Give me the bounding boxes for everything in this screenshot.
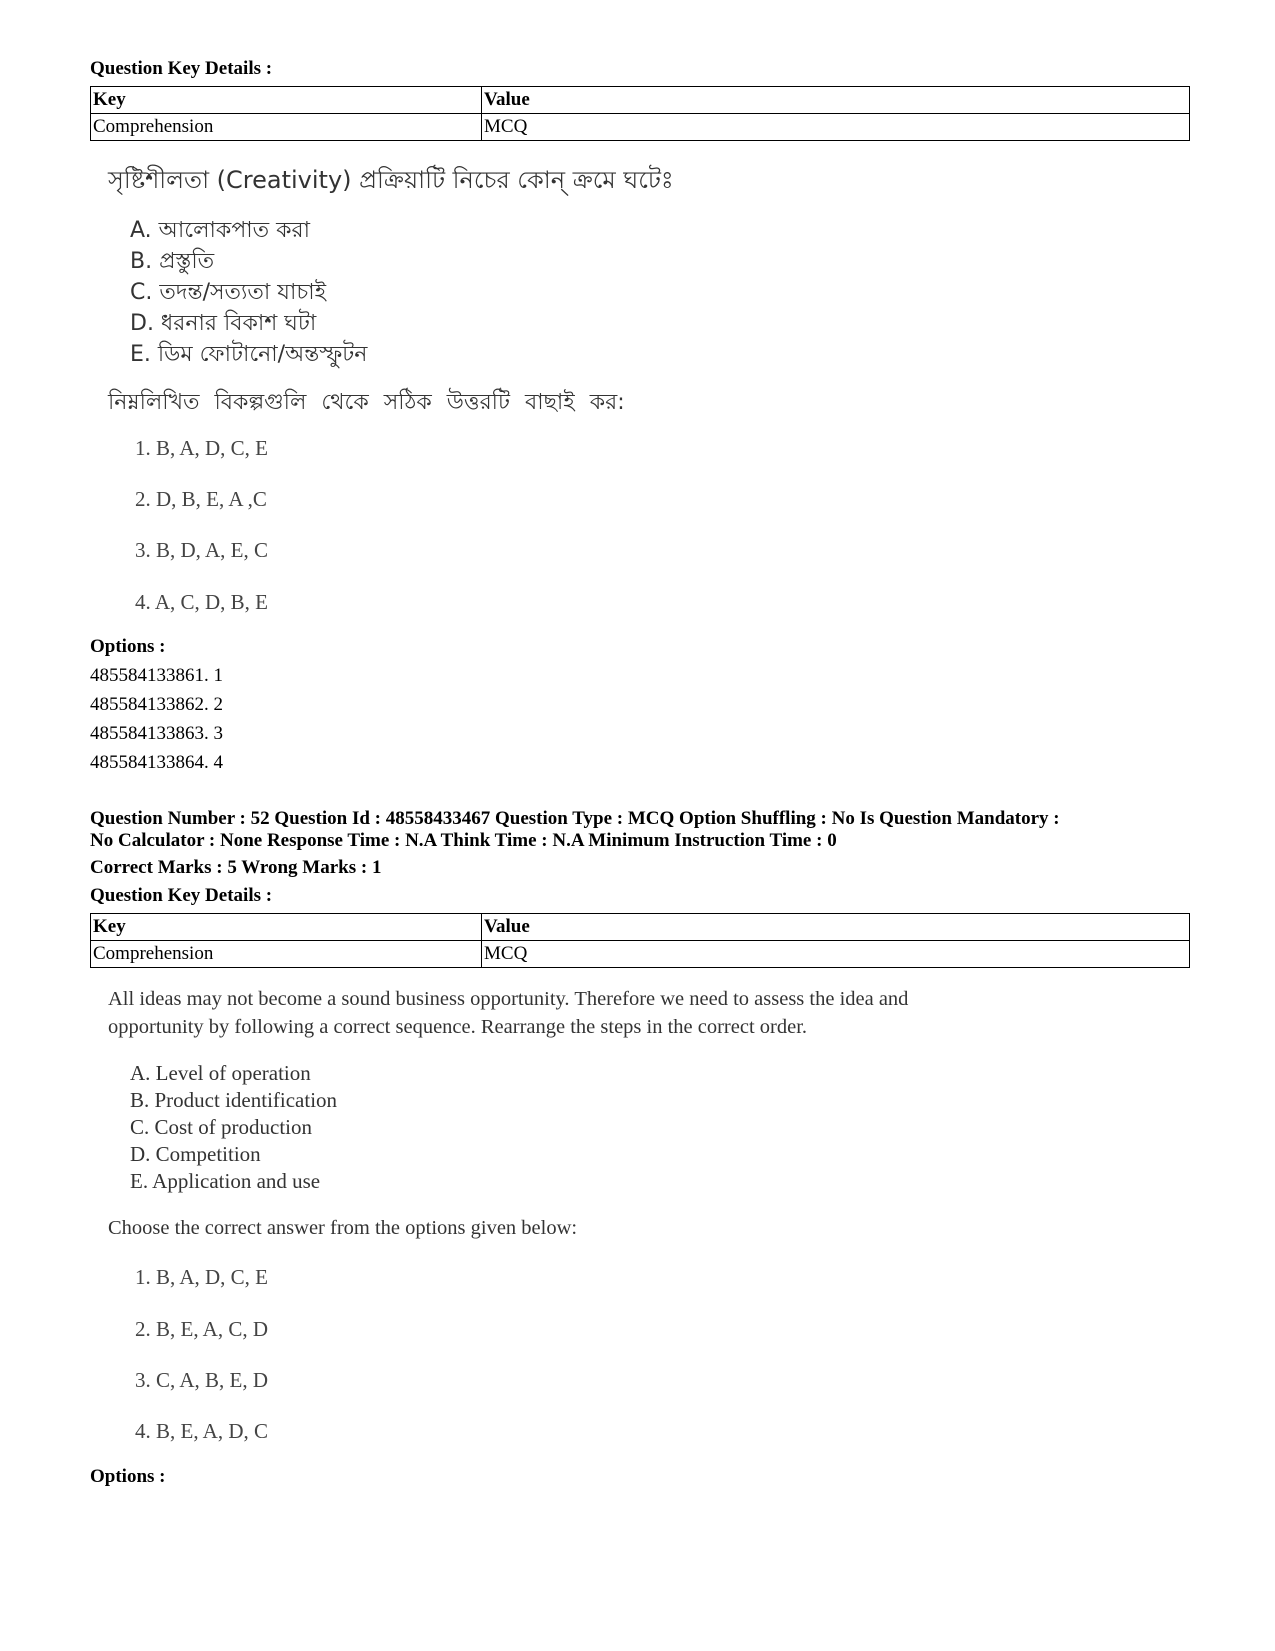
option-item: 485584133863. 3 <box>90 723 223 744</box>
table-cell-key: Comprehension <box>91 114 482 141</box>
options-label: Options : <box>90 636 166 657</box>
list-item: D. Competition <box>130 1142 261 1166</box>
statement-list <box>130 215 367 370</box>
answer-choice: 3. C, A, B, E, D <box>135 1368 269 1392</box>
list-item: E. ডিম ফোটানো/অন্তস্ফুটন <box>130 342 368 367</box>
options-list <box>90 661 223 777</box>
question-meta-line: Question Number : 52 Question Id : 48558433467 Question Type : MCQ Option Shuffling : No Is Question Mandatory : <box>90 808 1060 829</box>
choose-instruction-bengali: নিম্নলিখিত বিকল্পগুলি থেকে সঠিক উত্তরটি বাছাই কর: <box>108 390 625 415</box>
table-row <box>91 114 1190 141</box>
option-item: 485584133864. 4 <box>90 752 223 773</box>
list-item: E. Application and use <box>130 1169 321 1193</box>
table-header-value: Value <box>482 87 1190 114</box>
choose-instruction: Choose the correct answer from the options given below: <box>108 1217 578 1239</box>
table-cell-value: MCQ <box>482 941 1190 968</box>
table-header-row <box>91 87 1190 114</box>
list-item: D. ধরনার বিকাশ ঘটা <box>130 311 317 336</box>
option-item: 485584133861. 1 <box>90 665 223 686</box>
question-key-details-label: Question Key Details : <box>90 885 273 906</box>
answer-choice: 1. B, A, D, C, E <box>135 1265 269 1289</box>
table-header-row <box>91 914 1190 941</box>
answer-choice: 2. D, B, E, A ,C <box>135 487 267 511</box>
question-text <box>108 985 908 1041</box>
question-key-table <box>90 86 1190 141</box>
list-item: C. তদন্ত/সত্যতা যাচাই <box>130 280 327 305</box>
question-text-line: All ideas may not become a sound business opportunity. Therefore we need to assess the idea and <box>108 988 909 1010</box>
answer-choice: 4. A, C, D, B, E <box>135 590 269 614</box>
list-item: B. Product identification <box>130 1088 338 1112</box>
marks-line: Correct Marks : 5 Wrong Marks : 1 <box>90 857 382 878</box>
table-header-value: Value <box>482 914 1190 941</box>
table-cell-value: MCQ <box>482 114 1190 141</box>
question-key-table <box>90 913 1190 968</box>
list-item: B. প্রস্তুতি <box>130 249 215 274</box>
option-item: 485584133862. 2 <box>90 694 223 715</box>
statement-list <box>130 1060 337 1195</box>
answer-choice: 3. B, D, A, E, C <box>135 538 269 562</box>
answer-choice: 2. B, E, A, C, D <box>135 1317 269 1341</box>
table-row <box>91 941 1190 968</box>
answer-choice: 4. B, E, A, D, C <box>135 1419 269 1443</box>
table-cell-key: Comprehension <box>91 941 482 968</box>
options-label: Options : <box>90 1466 166 1487</box>
table-header-key: Key <box>91 914 482 941</box>
list-item: C. Cost of production <box>130 1115 312 1139</box>
answer-choice: 1. B, A, D, C, E <box>135 436 269 460</box>
list-item: A. Level of operation <box>130 1061 311 1085</box>
question-key-details-label: Question Key Details : <box>90 58 273 79</box>
list-item: A. আলোকপাত করা <box>130 218 311 243</box>
question-text-line: opportunity by following a correct sequence. Rearrange the steps in the correct order. <box>108 1016 808 1038</box>
question-text-bengali: সৃষ্টিশীলতা (Creativity) প্রক্রিয়াটি নিচের কোন্ ক্রমে ঘটেঃ <box>108 166 674 194</box>
table-header-key: Key <box>91 87 482 114</box>
question-meta <box>90 808 1060 852</box>
question-meta-line: No Calculator : None Response Time : N.A Think Time : N.A Minimum Instruction Time : 0 <box>90 830 837 851</box>
